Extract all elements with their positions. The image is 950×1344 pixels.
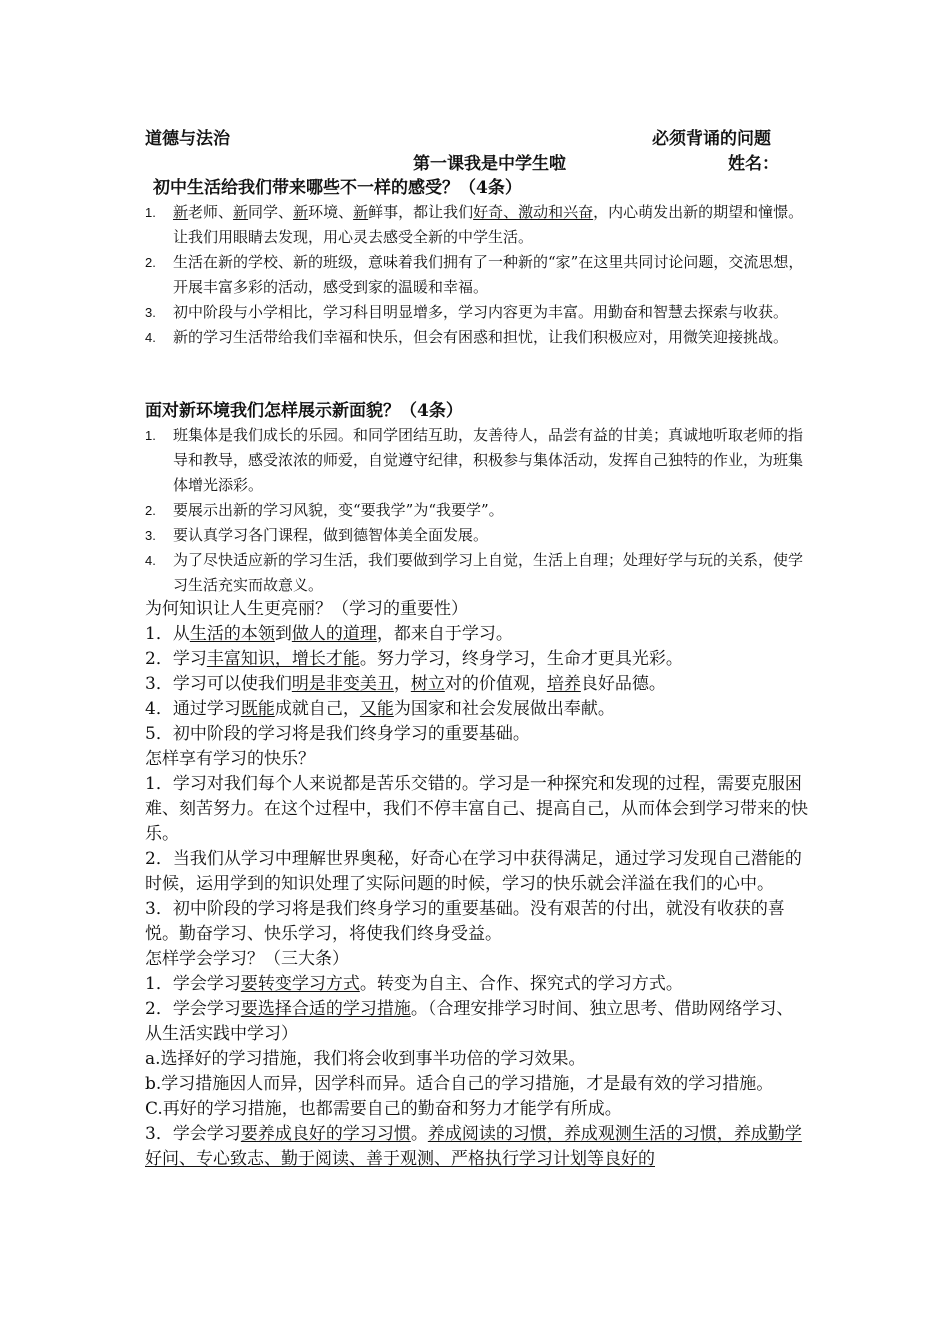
item-text: 为了尽快适应新的学习生活，我们要做到学习上自觉，生活上自理；处理好学与玩的关系，使学习生活充实而故意义。	[173, 551, 804, 594]
underline-text: 养成阅读的习惯，养成观测生活的习惯，养成勤学好问、专心致志、勤于阅读、善于观测、严格执行学习计划等良好的	[145, 1124, 802, 1169]
underline-text: 丰富知识，增长才能	[206, 649, 360, 669]
item-number: 4.	[145, 553, 156, 568]
text-run: 。	[410, 1124, 428, 1144]
item-number: 2.	[145, 255, 156, 270]
underline-text: 明是非变美丑	[291, 674, 394, 694]
list-item	[145, 523, 805, 548]
item-text: 要认真学习各门课程，做到德智体美全面发展。	[173, 526, 489, 544]
item-number: 1.	[145, 205, 156, 220]
list-item	[145, 200, 805, 250]
section-2	[145, 399, 805, 598]
item-text: 新的学习生活带给我们幸福和快乐，但会有困惑和担忧，让我们积极应对，用微笑迎接挑战。	[173, 328, 789, 346]
item-text: 初中阶段与小学相比，学习科目明显增多，学习内容更为丰富。用勤奋和智慧去探索与收获。	[173, 303, 789, 321]
section-4-title: 怎样享有学习的快乐？	[145, 749, 315, 769]
underline-text: 新	[173, 203, 189, 221]
paragraph	[145, 1122, 810, 1172]
text-run: 3．学习可以使我们	[145, 674, 292, 694]
list-item	[145, 498, 805, 523]
paragraph	[145, 697, 810, 722]
text-run: 到	[274, 624, 292, 644]
section-1-title: 初中生活给我们带来哪些不一样的感受？（4条）	[153, 178, 522, 198]
section-3-title: 为何知识让人生更亮丽？（学习的重要性）	[145, 599, 468, 619]
text-run: 老师、	[188, 203, 234, 221]
text-run: 3．学会学习	[145, 1124, 241, 1144]
paragraph: 3．初中阶段的学习将是我们终身学习的重要基础。没有艰苦的付出，就没有收获的喜悦。勤奋学习、快乐学习，将使我们终身受益。	[145, 899, 785, 944]
underline-text: 做人的道理	[291, 624, 377, 644]
section-5-title: 怎样学会学习？（三大条）	[145, 949, 349, 969]
paragraph	[145, 972, 810, 997]
text-run: 。（合理安排学习时间、独立思考、借助网络学习、从生活实践中学习）	[145, 999, 794, 1044]
section-1	[145, 176, 805, 350]
text-run: 为国家和社会发展做出奉献。	[393, 699, 615, 719]
text-run: 环境、	[308, 203, 354, 221]
underline-text: 好奇、激动和兴奋	[473, 203, 594, 221]
underline-text: 要选择合适的学习措施	[240, 999, 411, 1019]
list-item	[145, 300, 805, 325]
item-number: 3.	[145, 528, 156, 543]
text-run: 2．学习	[145, 649, 207, 669]
list-item	[145, 423, 805, 498]
underline-text: 生活的本领	[189, 624, 275, 644]
text-run: 成就自己，	[274, 699, 360, 719]
item-number: 1.	[145, 428, 156, 443]
underline-text: 新	[233, 203, 249, 221]
paragraph: a.选择好的学习措施，我们将会收到事半功倍的学习效果。	[145, 1049, 586, 1069]
section-2-title: 面对新环境我们怎样展示新面貌？（4条）	[145, 401, 463, 421]
paragraph	[145, 622, 810, 647]
paragraph	[145, 997, 810, 1047]
text-run: ，内心萌发出新的期望和憧憬。让我们用眼睛去发现，用心灵去感受全新的中学生活。	[173, 203, 804, 246]
paragraph: 5．初中阶段的学习将是我们终身学习的重要基础。	[145, 724, 530, 744]
text-run: ，都来自于学习。	[376, 624, 513, 644]
paragraph	[145, 647, 810, 672]
text-run: 同学、	[248, 203, 294, 221]
item-number: 3.	[145, 305, 156, 320]
text-run: 良好品德。	[580, 674, 666, 694]
underline-text: 培养	[546, 674, 581, 694]
item-text: 要展示出新的学习风貌，变“要我学”为“我要学”。	[173, 501, 504, 519]
text-run: 1．从	[145, 624, 190, 644]
paragraph	[145, 672, 810, 697]
underline-text: 树立	[410, 674, 445, 694]
name-label: 姓名：	[728, 154, 779, 174]
paragraph: 1．学习对我们每个人来说都是苦乐交错的。学习是一种探究和发现的过程，需要克服困难、刻苦努力。在这个过程中，我们不停丰富自己、提高自己，从而体会到学习带来的快乐。	[145, 774, 808, 844]
item-text: 班集体是我们成长的乐园。和同学团结互助，友善待人，品尝有益的甘美；真诚地听取老师的指导和教导，感受浓浓的师爱，自觉遵守纪律，积极参与集体活动，发挥自己独特的作业，为班集体增光添彩。	[173, 426, 804, 494]
text-run: 1．学会学习	[145, 974, 241, 994]
text-run: 4．通过学习	[145, 699, 241, 719]
underline-text: 既能	[240, 699, 275, 719]
text-run: 2．学会学习	[145, 999, 241, 1019]
body-text	[145, 597, 810, 1172]
list-item	[145, 325, 805, 350]
underline-text: 要转变学习方式	[240, 974, 360, 994]
text-run: 鲜事，都让我们	[368, 203, 474, 221]
text-run: ，	[393, 674, 411, 694]
recite-note: 必须背诵的问题	[652, 129, 771, 149]
text-run: 。转变为自主、合作、探究式的学习方式。	[359, 974, 683, 994]
underline-text: 新	[293, 203, 309, 221]
text-run: 对的价值观，	[444, 674, 547, 694]
paragraph: C.再好的学习措施，也都需要自己的勤奋和努力才能学有所成。	[145, 1099, 622, 1119]
lesson-title: 第一课我是中学生啦	[413, 154, 566, 174]
item-number: 2.	[145, 503, 156, 518]
paragraph: b.学习措施因人而异，因学科而异。适合自己的学习措施，才是最有效的学习措施。	[145, 1074, 774, 1094]
subject-title: 道德与法治	[145, 129, 230, 149]
underline-text: 新	[353, 203, 369, 221]
underline-text: 要养成良好的学习习惯	[240, 1124, 411, 1144]
paragraph: 2．当我们从学习中理解世界奥秘，好奇心在学习中获得满足，通过学习发现自己潜能的时候，运用学到的知识处理了实际问题的时候，学习的快乐就会洋溢在我们的心中。	[145, 849, 802, 894]
underline-text: 又能	[359, 699, 394, 719]
item-text: 生活在新的学校、新的班级，意味着我们拥有了一种新的“家”在这里共同讨论问题，交流思想，开展丰富多彩的活动，感受到家的温暖和幸福。	[173, 253, 804, 296]
item-number: 4.	[145, 330, 156, 345]
list-item	[145, 250, 805, 300]
text-run: 。努力学习，终身学习，生命才更具光彩。	[359, 649, 683, 669]
list-item	[145, 548, 805, 598]
